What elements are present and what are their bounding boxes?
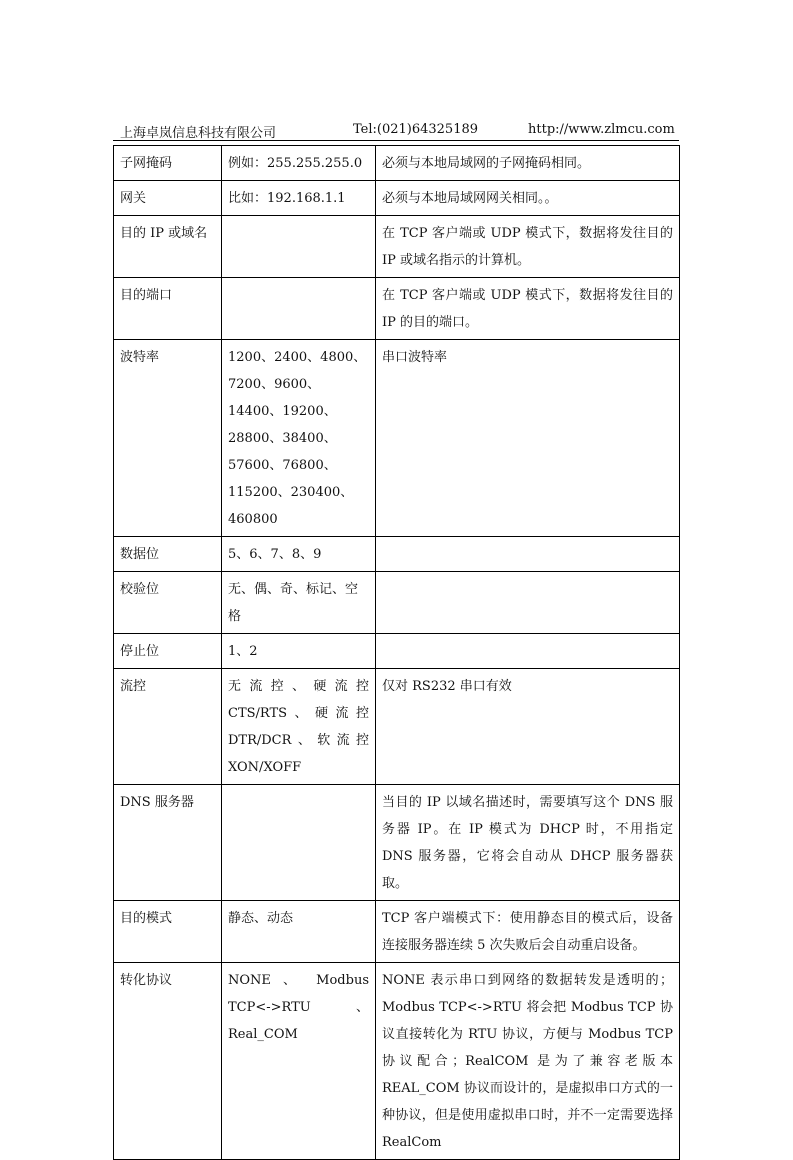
param-description: 必须与本地局域网的子网掩码相同。 [376, 146, 680, 181]
param-name: DNS 服务器 [114, 785, 222, 901]
param-value: 1200、2400、4800、7200、9600、14400、19200、28800、38400、57600、76800、115200、230400、460800 [222, 340, 376, 537]
param-description [376, 537, 680, 572]
param-value: 无流控、硬流控 CTS/RTS、硬流控 DTR/DCR、软流控 XON/XOFF [222, 669, 376, 785]
param-value: 5、6、7、8、9 [222, 537, 376, 572]
param-description: 在 TCP 客户端或 UDP 模式下，数据将发往目的 IP 的目的端口。 [376, 278, 680, 340]
param-description [376, 634, 680, 669]
param-name: 波特率 [114, 340, 222, 537]
param-value: 1、2 [222, 634, 376, 669]
table-row [114, 340, 680, 537]
param-value [222, 785, 376, 901]
param-description: 串口波特率 [376, 340, 680, 537]
table-row [114, 146, 680, 181]
page-header [118, 122, 675, 141]
table-row [114, 572, 680, 634]
param-description [376, 572, 680, 634]
param-name: 目的 IP 或域名 [114, 216, 222, 278]
param-name: 网关 [114, 181, 222, 216]
param-description: 在 TCP 客户端或 UDP 模式下，数据将发往目的 IP 或域名指示的计算机。 [376, 216, 680, 278]
param-name: 停止位 [114, 634, 222, 669]
table-row [114, 963, 680, 1160]
param-value [222, 278, 376, 340]
param-description: 当目的 IP 以域名描述时，需要填写这个 DNS 服务器 IP。在 IP 模式为 DHCP 时，不用指定 DNS 服务器，它将会自动从 DHCP 服务器获取。 [376, 785, 680, 901]
param-name: 流控 [114, 669, 222, 785]
table-row [114, 785, 680, 901]
param-description: 仅对 RS232 串口有效 [376, 669, 680, 785]
param-description: TCP 客户端模式下：使用静态目的模式后，设备连接服务器连续 5 次失败后会自动重启设备。 [376, 901, 680, 963]
table-row [114, 901, 680, 963]
parameter-table [113, 145, 680, 1160]
param-name: 子网掩码 [114, 146, 222, 181]
table-row [114, 669, 680, 785]
param-value: 静态、动态 [222, 901, 376, 963]
website-url: http://www.zlmcu.com [528, 122, 675, 137]
param-value [222, 216, 376, 278]
param-description: 必须与本地局域网网关相同。。 [376, 181, 680, 216]
table-row [114, 278, 680, 340]
param-name: 目的模式 [114, 901, 222, 963]
param-value: 比如：192.168.1.1 [222, 181, 376, 216]
param-name: 数据位 [114, 537, 222, 572]
param-description: NONE 表示串口到网络的数据转发是透明的；Modbus TCP<->RTU 将会把 Modbus TCP 协议直接转化为 RTU 协议，方便与 Modbus TCP 协议配合；RealCOM 是为了兼容老版本 REAL_COM 协议而设计的，是虚拟串口方式的一种协议，但是使用虚拟串口时，并不一定需要选择 RealCom [376, 963, 680, 1160]
table-row [114, 634, 680, 669]
table-row [114, 537, 680, 572]
param-value: NONE 、 Modbus TCP<->RTU、Real_COM [222, 963, 376, 1160]
telephone: Tel:(021)64325189 [353, 122, 479, 137]
param-value: 无、偶、奇、标记、空格 [222, 572, 376, 634]
param-value: 例如：255.255.255.0 [222, 146, 376, 181]
param-name: 转化协议 [114, 963, 222, 1160]
table-row [114, 216, 680, 278]
param-name: 目的端口 [114, 278, 222, 340]
header-divider [113, 140, 679, 141]
company-name: 上海卓岚信息科技有限公司 [120, 126, 277, 141]
param-name: 校验位 [114, 572, 222, 634]
table-row [114, 181, 680, 216]
